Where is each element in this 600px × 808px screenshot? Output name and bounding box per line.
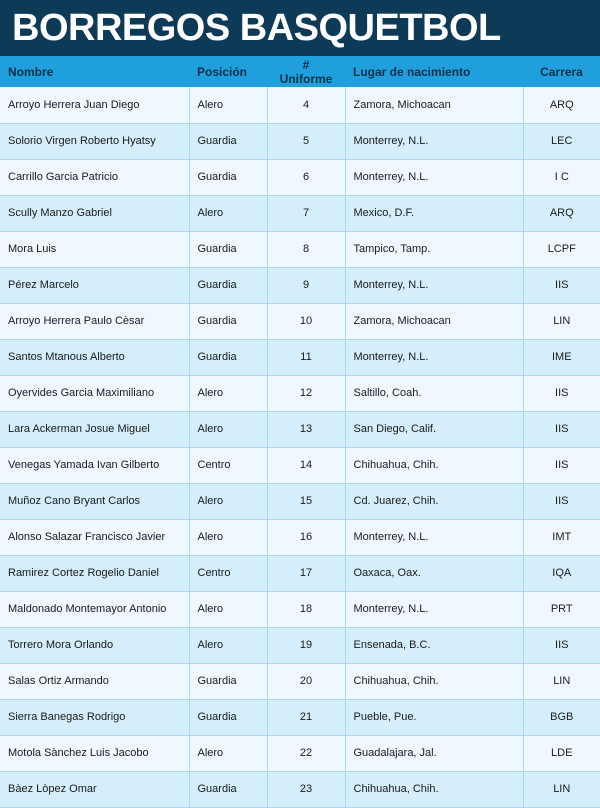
cell-lugar: Chihuahua, Chih. — [345, 663, 523, 699]
cell-lugar: Mexico, D.F. — [345, 195, 523, 231]
cell-nombre: Santos Mtanous Alberto — [0, 339, 189, 375]
cell-carrera: IQA — [523, 555, 600, 591]
table-row — [0, 447, 600, 483]
cell-posicion: Alero — [189, 411, 267, 447]
cell-nombre: Motola Sànchez Luis Jacobo — [0, 735, 189, 771]
cell-carrera: PRT — [523, 591, 600, 627]
header-carrera: Carrera — [540, 64, 583, 79]
cell-uniforme: 8 — [267, 231, 345, 267]
table-row — [0, 663, 600, 699]
cell-nombre: Lara Ackerman Josue Miguel — [0, 411, 189, 447]
cell-posicion: Alero — [189, 735, 267, 771]
cell-posicion: Guardia — [189, 303, 267, 339]
cell-carrera: IMT — [523, 519, 600, 555]
cell-lugar: Zamora, Michoacan — [345, 87, 523, 123]
cell-nombre: Ramirez Cortez Rogelio Daniel — [0, 555, 189, 591]
table-row — [0, 699, 600, 735]
cell-lugar: Monterrey, N.L. — [345, 591, 523, 627]
table-row — [0, 339, 600, 375]
cell-carrera: ARQ — [523, 195, 600, 231]
cell-uniforme: 10 — [267, 303, 345, 339]
header-nombre: Nombre — [8, 64, 54, 79]
cell-posicion: Alero — [189, 519, 267, 555]
cell-carrera: LEC — [523, 123, 600, 159]
header-posicion: Posición — [197, 64, 248, 79]
cell-uniforme: 6 — [267, 159, 345, 195]
table-row — [0, 411, 600, 447]
cell-uniforme: 20 — [267, 663, 345, 699]
cell-nombre: Mora Luis — [0, 231, 189, 267]
cell-lugar: Ensenada, B.C. — [345, 627, 523, 663]
cell-lugar: Oaxaca, Oax. — [345, 555, 523, 591]
table-header-row — [0, 56, 600, 87]
cell-uniforme: 19 — [267, 627, 345, 663]
cell-posicion: Guardia — [189, 159, 267, 195]
cell-posicion: Guardia — [189, 123, 267, 159]
cell-lugar: Monterrey, N.L. — [345, 519, 523, 555]
cell-posicion: Guardia — [189, 339, 267, 375]
cell-uniforme: 11 — [267, 339, 345, 375]
cell-uniforme: 14 — [267, 447, 345, 483]
cell-posicion: Alero — [189, 483, 267, 519]
cell-lugar: Tampico, Tamp. — [345, 231, 523, 267]
cell-uniforme: 5 — [267, 123, 345, 159]
cell-posicion: Alero — [189, 87, 267, 123]
cell-carrera: IIS — [523, 267, 600, 303]
cell-posicion: Guardia — [189, 699, 267, 735]
table-row — [0, 771, 600, 807]
cell-uniforme: 16 — [267, 519, 345, 555]
table-row — [0, 123, 600, 159]
cell-posicion: Guardia — [189, 771, 267, 807]
cell-carrera: BGB — [523, 699, 600, 735]
cell-lugar: Guadalajara, Jal. — [345, 735, 523, 771]
cell-lugar: San Diego, Calif. — [345, 411, 523, 447]
cell-carrera: LIN — [523, 663, 600, 699]
table-row — [0, 483, 600, 519]
cell-carrera: IIS — [523, 483, 600, 519]
cell-uniforme: 18 — [267, 591, 345, 627]
cell-posicion: Guardia — [189, 663, 267, 699]
table-row — [0, 231, 600, 267]
cell-carrera: LIN — [523, 771, 600, 807]
cell-lugar: Chihuahua, Chih. — [345, 447, 523, 483]
cell-carrera: IIS — [523, 447, 600, 483]
cell-nombre: Solorio Virgen Roberto Hyatsy — [0, 123, 189, 159]
cell-posicion: Alero — [189, 195, 267, 231]
table-row — [0, 627, 600, 663]
header-uniforme: # Uniforme — [279, 57, 333, 86]
cell-posicion: Centro — [189, 447, 267, 483]
cell-lugar: Monterrey, N.L. — [345, 159, 523, 195]
roster-table — [0, 56, 600, 808]
cell-carrera: IIS — [523, 411, 600, 447]
cell-uniforme: 12 — [267, 375, 345, 411]
cell-uniforme: 9 — [267, 267, 345, 303]
cell-uniforme: 21 — [267, 699, 345, 735]
cell-carrera: LDE — [523, 735, 600, 771]
cell-nombre: Bàez Lòpez Omar — [0, 771, 189, 807]
cell-uniforme: 23 — [267, 771, 345, 807]
cell-carrera: I C — [523, 159, 600, 195]
table-row — [0, 87, 600, 123]
cell-uniforme: 17 — [267, 555, 345, 591]
cell-nombre: Venegas Yamada Ivan Gilberto — [0, 447, 189, 483]
cell-carrera: LIN — [523, 303, 600, 339]
cell-lugar: Saltillo, Coah. — [345, 375, 523, 411]
cell-carrera: LCPF — [523, 231, 600, 267]
cell-carrera: ARQ — [523, 87, 600, 123]
cell-lugar: Cd. Juarez, Chih. — [345, 483, 523, 519]
table-row — [0, 195, 600, 231]
cell-posicion: Guardia — [189, 231, 267, 267]
table-row — [0, 591, 600, 627]
cell-carrera: IIS — [523, 627, 600, 663]
cell-nombre: Pérez Marcelo — [0, 267, 189, 303]
cell-lugar: Monterrey, N.L. — [345, 267, 523, 303]
table-row — [0, 267, 600, 303]
cell-nombre: Carrillo Garcia Patricio — [0, 159, 189, 195]
cell-uniforme: 13 — [267, 411, 345, 447]
page-title: BORREGOS BASQUETBOL — [12, 6, 501, 49]
cell-lugar: Pueble, Pue. — [345, 699, 523, 735]
cell-nombre: Muñoz Cano Bryant Carlos — [0, 483, 189, 519]
table-row — [0, 555, 600, 591]
table-row — [0, 159, 600, 195]
cell-uniforme: 4 — [267, 87, 345, 123]
cell-nombre: Torrero Mora Orlando — [0, 627, 189, 663]
cell-posicion: Alero — [189, 375, 267, 411]
cell-nombre: Alonso Salazar Francisco Javier — [0, 519, 189, 555]
cell-carrera: IME — [523, 339, 600, 375]
cell-posicion: Alero — [189, 627, 267, 663]
cell-nombre: Salas Ortiz Armando — [0, 663, 189, 699]
cell-nombre: Maldonado Montemayor Antonio — [0, 591, 189, 627]
cell-nombre: Oyervides Garcia Maximiliano — [0, 375, 189, 411]
cell-lugar: Monterrey, N.L. — [345, 339, 523, 375]
cell-nombre: Scully Manzo Gabriel — [0, 195, 189, 231]
table-row — [0, 735, 600, 771]
cell-posicion: Guardia — [189, 267, 267, 303]
cell-uniforme: 15 — [267, 483, 345, 519]
title-banner — [0, 0, 600, 56]
cell-posicion: Alero — [189, 591, 267, 627]
cell-uniforme: 22 — [267, 735, 345, 771]
cell-lugar: Zamora, Michoacan — [345, 303, 523, 339]
header-lugar: Lugar de nacimiento — [353, 64, 471, 79]
cell-nombre: Arroyo Herrera Juan Diego — [0, 87, 189, 123]
cell-lugar: Monterrey, N.L. — [345, 123, 523, 159]
table-row — [0, 519, 600, 555]
table-row — [0, 303, 600, 339]
cell-posicion: Centro — [189, 555, 267, 591]
table-row — [0, 375, 600, 411]
cell-nombre: Sierra Banegas Rodrigo — [0, 699, 189, 735]
cell-carrera: IIS — [523, 375, 600, 411]
cell-uniforme: 7 — [267, 195, 345, 231]
cell-nombre: Arroyo Herrera Paulo Cèsar — [0, 303, 189, 339]
cell-lugar: Chihuahua, Chih. — [345, 771, 523, 807]
